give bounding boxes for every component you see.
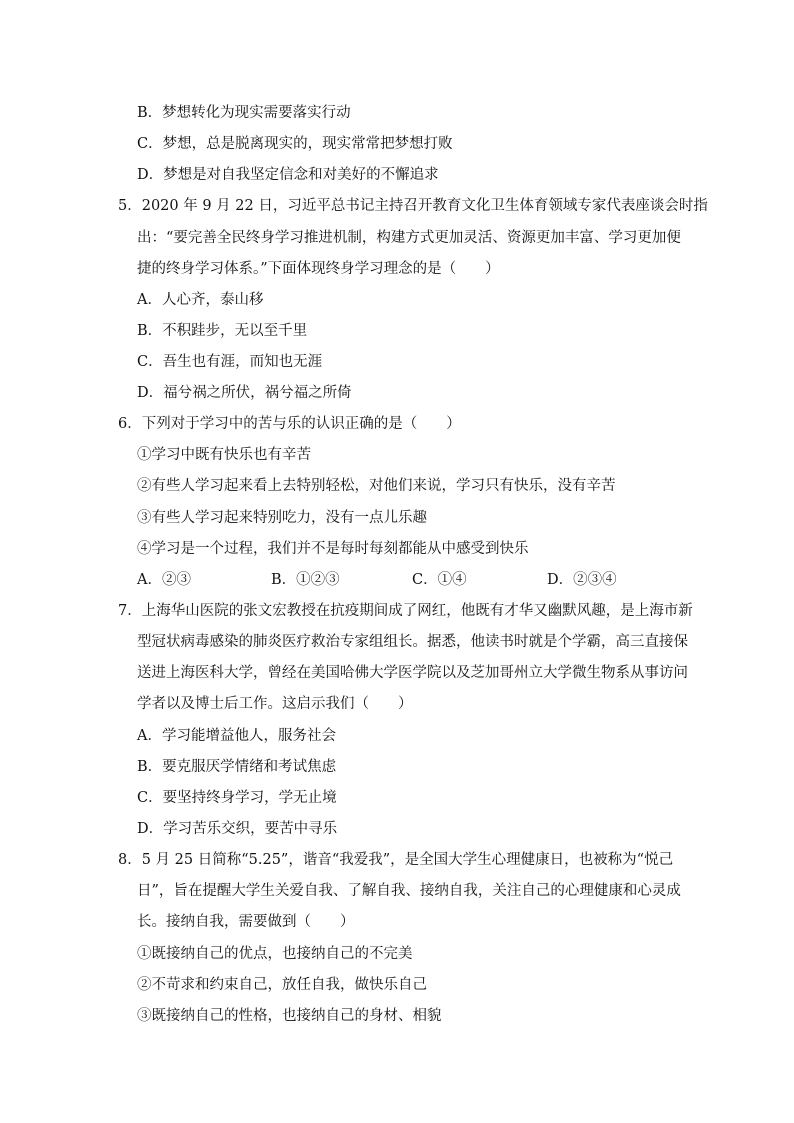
q7-stem-line-4: 学者以及博士后工作。这启示我们（ ） (137, 696, 413, 712)
q5-option-b: B．不积跬步，无以至千里 (137, 323, 308, 339)
q6-choice-b: B．①②③ (271, 572, 340, 588)
q6-statement-4: ④学习是一个过程，我们并不是每时每刻都能从中感受到快乐 (137, 541, 529, 557)
q7-option-a: A．学习能增益他人，服务社会 (137, 728, 336, 744)
q6-stem: 6．下列对于学习中的苦与乐的认识正确的是（ ） (118, 416, 461, 432)
q8-stem-line-1: 8．5 月 25 日简称“5.25”，谐音“我爱我”，是全国大学生心理健康日，也被称为“悦己 (118, 852, 674, 868)
q8-statement-3: ③既接纳自己的性格，也接纳自己的身材、相貌 (137, 1008, 442, 1024)
q7-stem-line-3: 送进上海医科大学，曾经在美国哈佛大学医学院以及芝加哥州立大学微生物系从事访问 (137, 665, 688, 681)
q8-stem-line-2: 日”，旨在提醒大学生关爱自我、了解自我、接纳自我，关注自己的心理健康和心灵成 (137, 883, 681, 899)
q8-stem-line-3: 长。接纳自我，需要做到（ ） (137, 914, 355, 930)
q7-stem-line-1: 7．上海华山医院的张文宏教授在抗疫期间成了网红，他既有才华又幽默风趣，是上海市新 (118, 603, 693, 619)
q6-statement-1: ①学习中既有快乐也有辛苦 (137, 447, 311, 463)
q7-option-b: B．要克服厌学情绪和考试焦虑 (137, 759, 337, 775)
q7-option-c: C．要坚持终身学习，学无止境 (137, 790, 337, 806)
q6-statement-3: ③有些人学习起来特别吃力，没有一点儿乐趣 (137, 510, 427, 526)
q7-option-d: D．学习苦乐交织，要苦中寻乐 (137, 821, 338, 837)
q6-statement-2: ②有些人学习起来看上去特别轻松，对他们来说，学习只有快乐，没有辛苦 (137, 478, 616, 494)
q8-statement-2: ②不苛求和约束自己，放任自我，做快乐自己 (137, 977, 427, 993)
q5-option-d: D．福兮祸之所伏，祸兮福之所倚 (137, 385, 352, 401)
q5-option-a: A．人心齐，泰山移 (137, 292, 264, 308)
q4-option-d: D．梦想是对自我坚定信念和对美好的不懈追求 (137, 167, 439, 183)
q5-stem-line-1: 5．2020 年 9 月 22 日，习近平总书记主持召开教育文化卫生体育领域专家代表座谈会时指 (118, 198, 708, 214)
q8-statement-1: ①既接纳自己的优点，也接纳自己的不完美 (137, 946, 413, 962)
q6-choice-a: A．②③ (137, 572, 191, 588)
q5-option-c: C．吾生也有涯，而知也无涯 (137, 354, 323, 370)
q6-choice-d: D．②③④ (547, 572, 617, 588)
q4-option-b: B．梦想转化为现实需要落实行动 (137, 105, 351, 121)
q7-stem-line-2: 型冠状病毒感染的肺炎医疗救治专家组组长。据悉，他读书时就是个学霸，高三直接保 (137, 634, 688, 650)
q6-choice-c: C．①④ (412, 572, 467, 588)
q5-stem-line-2: 出：“要完善全民终身学习推进机制，构建方式更加灵活、资源更加丰富、学习更加便 (137, 230, 681, 246)
q4-option-c: C．梦想，总是脱离现实的，现实常常把梦想打败 (137, 136, 453, 152)
q5-stem-line-3: 捷的终身学习体系。”下面体现终身学习理念的是（ ） (137, 261, 500, 277)
